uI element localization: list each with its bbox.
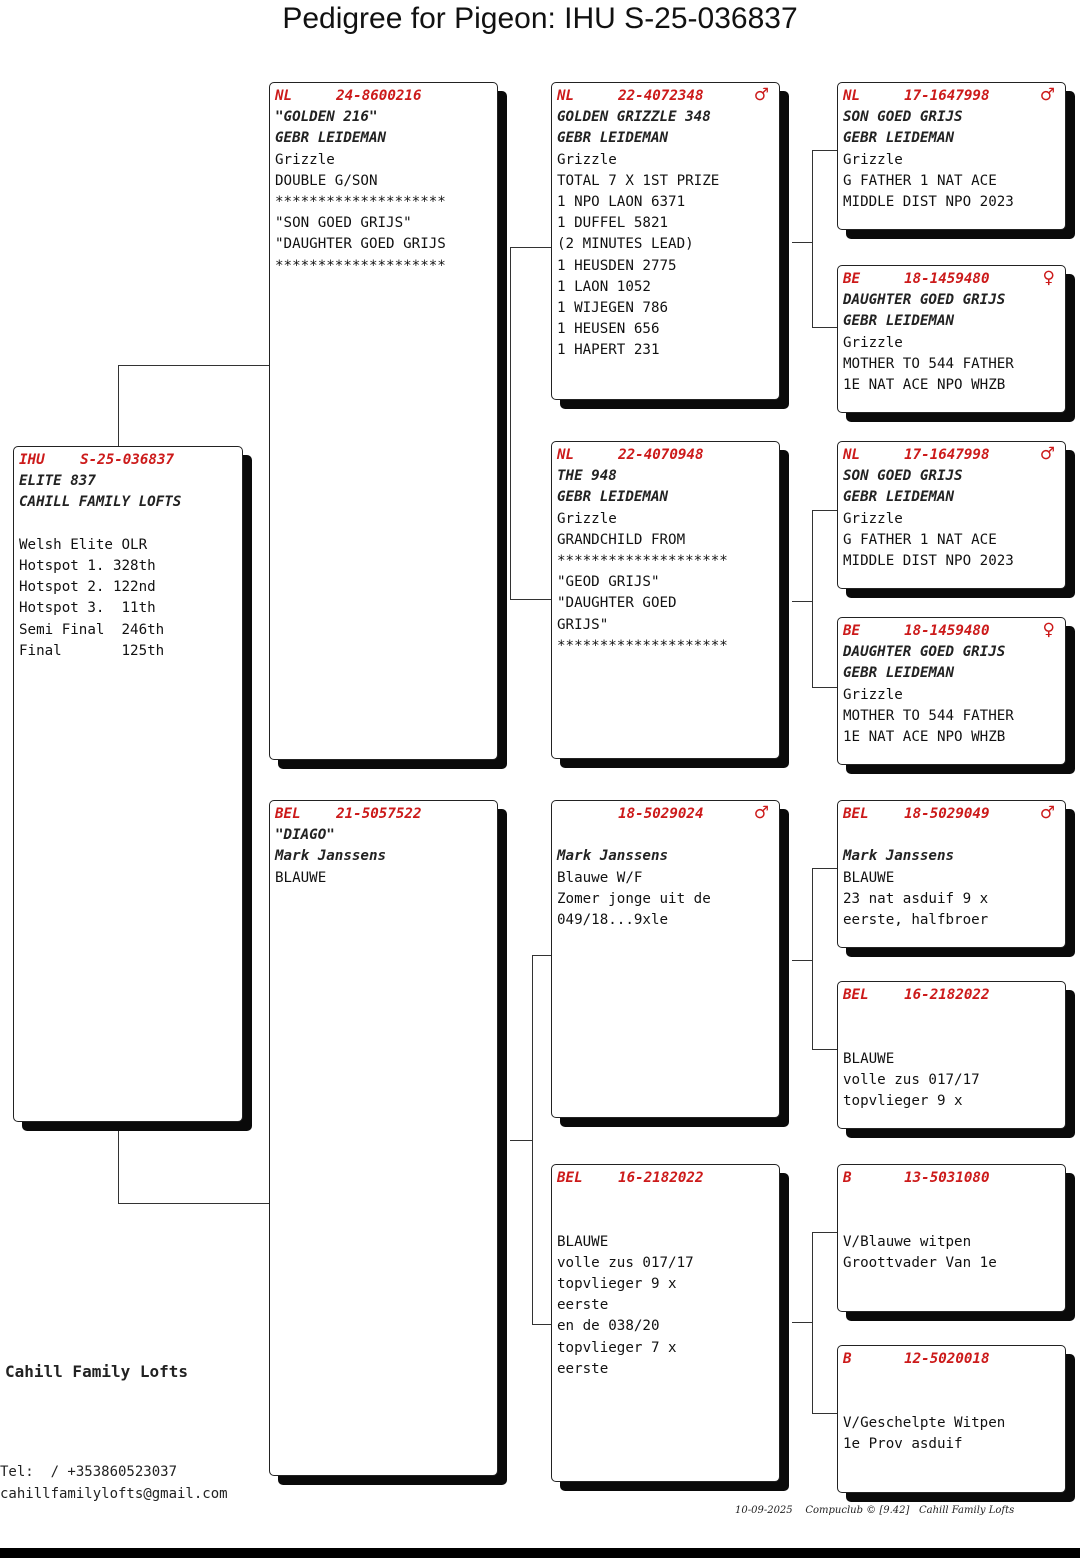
pigeon-card-dd-sire[interactable] [837,1164,1066,1312]
ring-id: 18-5029024 [618,806,704,822]
pedigree-note-line: G FATHER 1 NAT ACE [843,531,997,548]
pigeon-card-ds-sire[interactable] [837,800,1066,948]
pedigree-note-line: 1E NAT ACE NPO WHZB [843,376,1006,393]
pedigree-note-line: GRANDCHILD FROM [557,531,686,548]
pigeon-name [843,1006,1061,1027]
ring-number [557,804,775,825]
pedigree-note-line: V/Geschelpte Witpen [843,1414,1006,1431]
ring-number [557,445,775,466]
pedigree-note-line: 049/18...9xle [557,911,669,928]
breeder-name: GEBR LEIDEMAN [843,489,955,506]
pedigree-note-line: 1E NAT ACE NPO WHZB [843,728,1006,745]
pigeon-name: "DIAGO" [275,827,335,844]
pigeon-name: DAUGHTER GOED GRIJS [843,292,1006,309]
ring-id: 22-4072348 [618,88,704,104]
ring-number [557,86,775,107]
pigeon-name: THE 948 [557,468,617,485]
pigeon-card-dam[interactable] [269,800,498,1476]
pigeon-card-ss-sire[interactable] [837,82,1066,230]
male-symbol-icon: ♂ [753,85,769,105]
pedigree-note-line: GRIJS" [557,616,609,633]
contact-phone: Tel: / +353860523037 [0,1464,178,1480]
female-symbol-icon: ♀ [1042,620,1055,640]
breeder-name: Mark Janssens [557,848,669,865]
breeder-name: GEBR LEIDEMAN [843,313,955,330]
pedigree-note-line: 1 HEUSDEN 2775 [557,257,677,274]
male-symbol-icon: ♂ [1039,803,1055,823]
pedigree-note-line: Grizzle [275,151,335,168]
ring-id: 16-2182022 [618,1170,704,1186]
pedigree-note-line: MIDDLE DIST NPO 2023 [843,552,1014,569]
ring-number [843,445,1061,466]
page-title: Pedigree for Pigeon: IHU S-25-036837 [282,2,798,35]
breeder-name [557,1210,775,1231]
pedigree-note-line: (2 MINUTES LEAD) [557,236,694,253]
pigeon-card-dam-dam[interactable] [551,1164,780,1482]
country-code: NL [843,88,861,104]
pedigree-note-line: Zomer jonge uit de [557,890,711,907]
breeder-name [843,1027,1061,1048]
pedigree-note-line: "GEOD GRIJS" [557,574,660,591]
ring-id: 21-5057522 [336,806,422,822]
pigeon-card-sire-sire[interactable] [551,82,780,400]
pigeon-card-dd-dam[interactable] [837,1345,1066,1493]
ring-number [843,1168,1061,1189]
connector-dam-sire-branch [812,868,838,1050]
pedigree-note-line: Grizzle [843,334,903,351]
breeder-name: GEBR LEIDEMAN [843,665,955,682]
ring-number [19,450,238,471]
ring-id: 18-1459480 [904,623,990,639]
pedigree-note-line: Grizzle [843,686,903,703]
pigeon-name: DAUGHTER GOED GRIJS [843,644,1006,661]
breeder-name: Mark Janssens [275,848,387,865]
pedigree-note-line: BLAUWE [557,1233,609,1250]
pigeon-name: GOLDEN GRIZZLE 348 [557,109,711,126]
ring-id: 17-1647998 [904,88,990,104]
ring-number [275,804,493,825]
pedigree-note-line: "SON GOED GRIJS" [275,215,412,232]
pigeon-name: SON GOED GRIJS [843,468,963,485]
loft-name: Cahill Family Lofts [5,1362,189,1381]
pedigree-note-line: MIDDLE DIST NPO 2023 [843,193,1014,210]
pedigree-note-line: 1 WIJEGEN 786 [557,299,669,316]
pedigree-note-line: Final 125th [19,642,165,659]
pigeon-name [557,825,775,846]
ring-id: 18-5029049 [904,806,990,822]
connector-dam [510,1140,532,1141]
ring-id: 13-5031080 [904,1170,990,1186]
pedigree-note-line: topvlieger 7 x [557,1339,677,1356]
pedigree-note-line: BLAUWE [843,1050,895,1067]
pigeon-card-sire-dam[interactable] [551,441,780,759]
country-code: B [843,1351,852,1367]
pedigree-note-line: 1 HEUSEN 656 [557,321,660,338]
connector-sire-sire-branch [812,150,838,328]
pedigree-note-line: Grizzle [843,151,903,168]
connector-sire-sire [792,242,812,243]
breeder-name: GEBR LEIDEMAN [557,130,669,147]
pigeon-card-ds-dam[interactable] [837,981,1066,1129]
pigeon-card-sd-dam[interactable] [837,617,1066,765]
breeder-name [843,1391,1061,1412]
breeder-name: CAHILL FAMILY LOFTS [19,494,182,511]
pedigree-note-line: 23 nat asduif 9 x [843,890,989,907]
country-code: BE [843,623,861,639]
ring-id: 12-5020018 [904,1351,990,1367]
pedigree-note-line: MOTHER TO 544 FATHER [843,355,1014,372]
country-code: IHU [19,452,45,468]
pedigree-note-line: Grizzle [557,510,617,527]
country-code: BEL [275,806,301,822]
male-symbol-icon: ♂ [1039,85,1055,105]
country-code: NL [557,447,575,463]
pedigree-note-line: MOTHER TO 544 FATHER [843,707,1014,724]
pedigree-note-line: "DAUGHTER GOED [557,595,677,612]
country-code: B [843,1170,852,1186]
ring-id: S-25-036837 [80,452,175,468]
pigeon-card-sire[interactable] [269,82,498,760]
pigeon-card-sd-sire[interactable] [837,441,1066,589]
connector-dam-dam [792,1322,812,1323]
pedigree-note-line: Hotspot 3. 11th [19,600,156,617]
ring-id: 22-4070948 [618,447,704,463]
pedigree-note-line: 1 NPO LAON 6371 [557,193,686,210]
pigeon-name [843,825,1061,846]
bottom-bar [0,1548,1080,1558]
pedigree-note-line: en de 038/20 [557,1318,660,1335]
pedigree-note-line: ******************** [557,637,728,654]
male-symbol-icon: ♂ [1039,444,1055,464]
ring-number [275,86,493,107]
ring-number [843,1349,1061,1370]
pigeon-card-ss-dam[interactable] [837,265,1066,413]
breeder-name: GEBR LEIDEMAN [275,130,387,147]
pedigree-note-line: Grizzle [557,151,617,168]
pedigree-note-line: Grizzle [843,510,903,527]
connector-dam-branch [532,955,552,1325]
pigeon-name [557,1189,775,1210]
country-code: BE [843,271,861,287]
pedigree-note-line: ******************** [275,193,446,210]
country-code: NL [843,447,861,463]
pedigree-note-line [19,514,238,535]
ring-number [843,269,1061,290]
pedigree-note-line: V/Blauwe witpen [843,1233,972,1250]
connector-sire [510,247,552,600]
pigeon-card-dam-sire[interactable] [551,800,780,1118]
country-code: NL [557,88,575,104]
ring-number [843,985,1061,1006]
ring-number [843,86,1061,107]
pedigree-note-line: BLAUWE [843,869,895,886]
pedigree-note-line: ******************** [275,257,446,274]
pigeon-name: "GOLDEN 216" [275,109,378,126]
pedigree-note-line: Blauwe W/F [557,869,643,886]
connector-dam-sire [792,960,812,961]
pedigree-note-line: topvlieger 9 x [557,1275,677,1292]
ring-id: 17-1647998 [904,447,990,463]
pedigree-note-line: G FATHER 1 NAT ACE [843,172,997,189]
pedigree-note-line: 1 HAPERT 231 [557,342,660,359]
pedigree-note-line: volle zus 017/17 [843,1071,980,1088]
pigeon-card-subject[interactable] [13,446,243,1122]
country-code: BEL [843,806,869,822]
pigeon-name [843,1370,1061,1391]
pedigree-note-line: 1 DUFFEL 5821 [557,215,669,232]
connector-sire-dam-branch [812,510,838,688]
pedigree-note-line: Hotspot 2. 122nd [19,579,156,596]
ring-number [843,804,1061,825]
pedigree-note-line: BLAUWE [275,869,327,886]
ring-id: 16-2182022 [904,987,990,1003]
pedigree-note-line: eerste, halfbroer [843,911,989,928]
pigeon-name [843,1189,1061,1210]
pedigree-note-line: Welsh Elite OLR [19,536,148,553]
country-code: NL [275,88,293,104]
connector-dam-dam-branch [812,1232,838,1414]
breeder-name: GEBR LEIDEMAN [843,130,955,147]
male-symbol-icon: ♂ [753,803,769,823]
ring-id: 18-1459480 [904,271,990,287]
pedigree-note-line: "DAUGHTER GOED GRIJS [275,236,446,253]
breeder-name: Mark Janssens [843,848,955,865]
pigeon-name: SON GOED GRIJS [843,109,963,126]
pedigree-note-line: volle zus 017/17 [557,1254,694,1271]
breeder-name: GEBR LEIDEMAN [557,489,669,506]
print-footer: 10-09-2025 Compuclub © [9.42] Cahill Family Lofts [735,1505,1015,1516]
female-symbol-icon: ♀ [1042,268,1055,288]
pedigree-note-line: eerste [557,1297,609,1314]
contact-email[interactable]: cahillfamilylofts@gmail.com [0,1486,228,1502]
pedigree-note-line: topvlieger 9 x [843,1092,963,1109]
pedigree-note-line: Groottvader Van 1e [843,1254,997,1271]
connector-sire-dam [792,601,812,602]
pedigree-note-line: 1 LAON 1052 [557,278,651,295]
breeder-name [843,1210,1061,1231]
country-code: BEL [557,1170,583,1186]
pedigree-note-line: TOTAL 7 X 1ST PRIZE [557,172,720,189]
ring-number [557,1168,775,1189]
pigeon-name: ELITE 837 [19,473,96,490]
country-code: BEL [843,987,869,1003]
pedigree-note-line: Semi Final 246th [19,621,165,638]
pedigree-note-line: ******************** [557,552,728,569]
ring-id: 24-8600216 [336,88,422,104]
ring-number [843,621,1061,642]
pedigree-note-line: DOUBLE G/SON [275,172,378,189]
pedigree-note-line: eerste [557,1360,609,1377]
pedigree-note-line: 1e Prov asduif [843,1435,963,1452]
pedigree-note-line: Hotspot 1. 328th [19,557,156,574]
